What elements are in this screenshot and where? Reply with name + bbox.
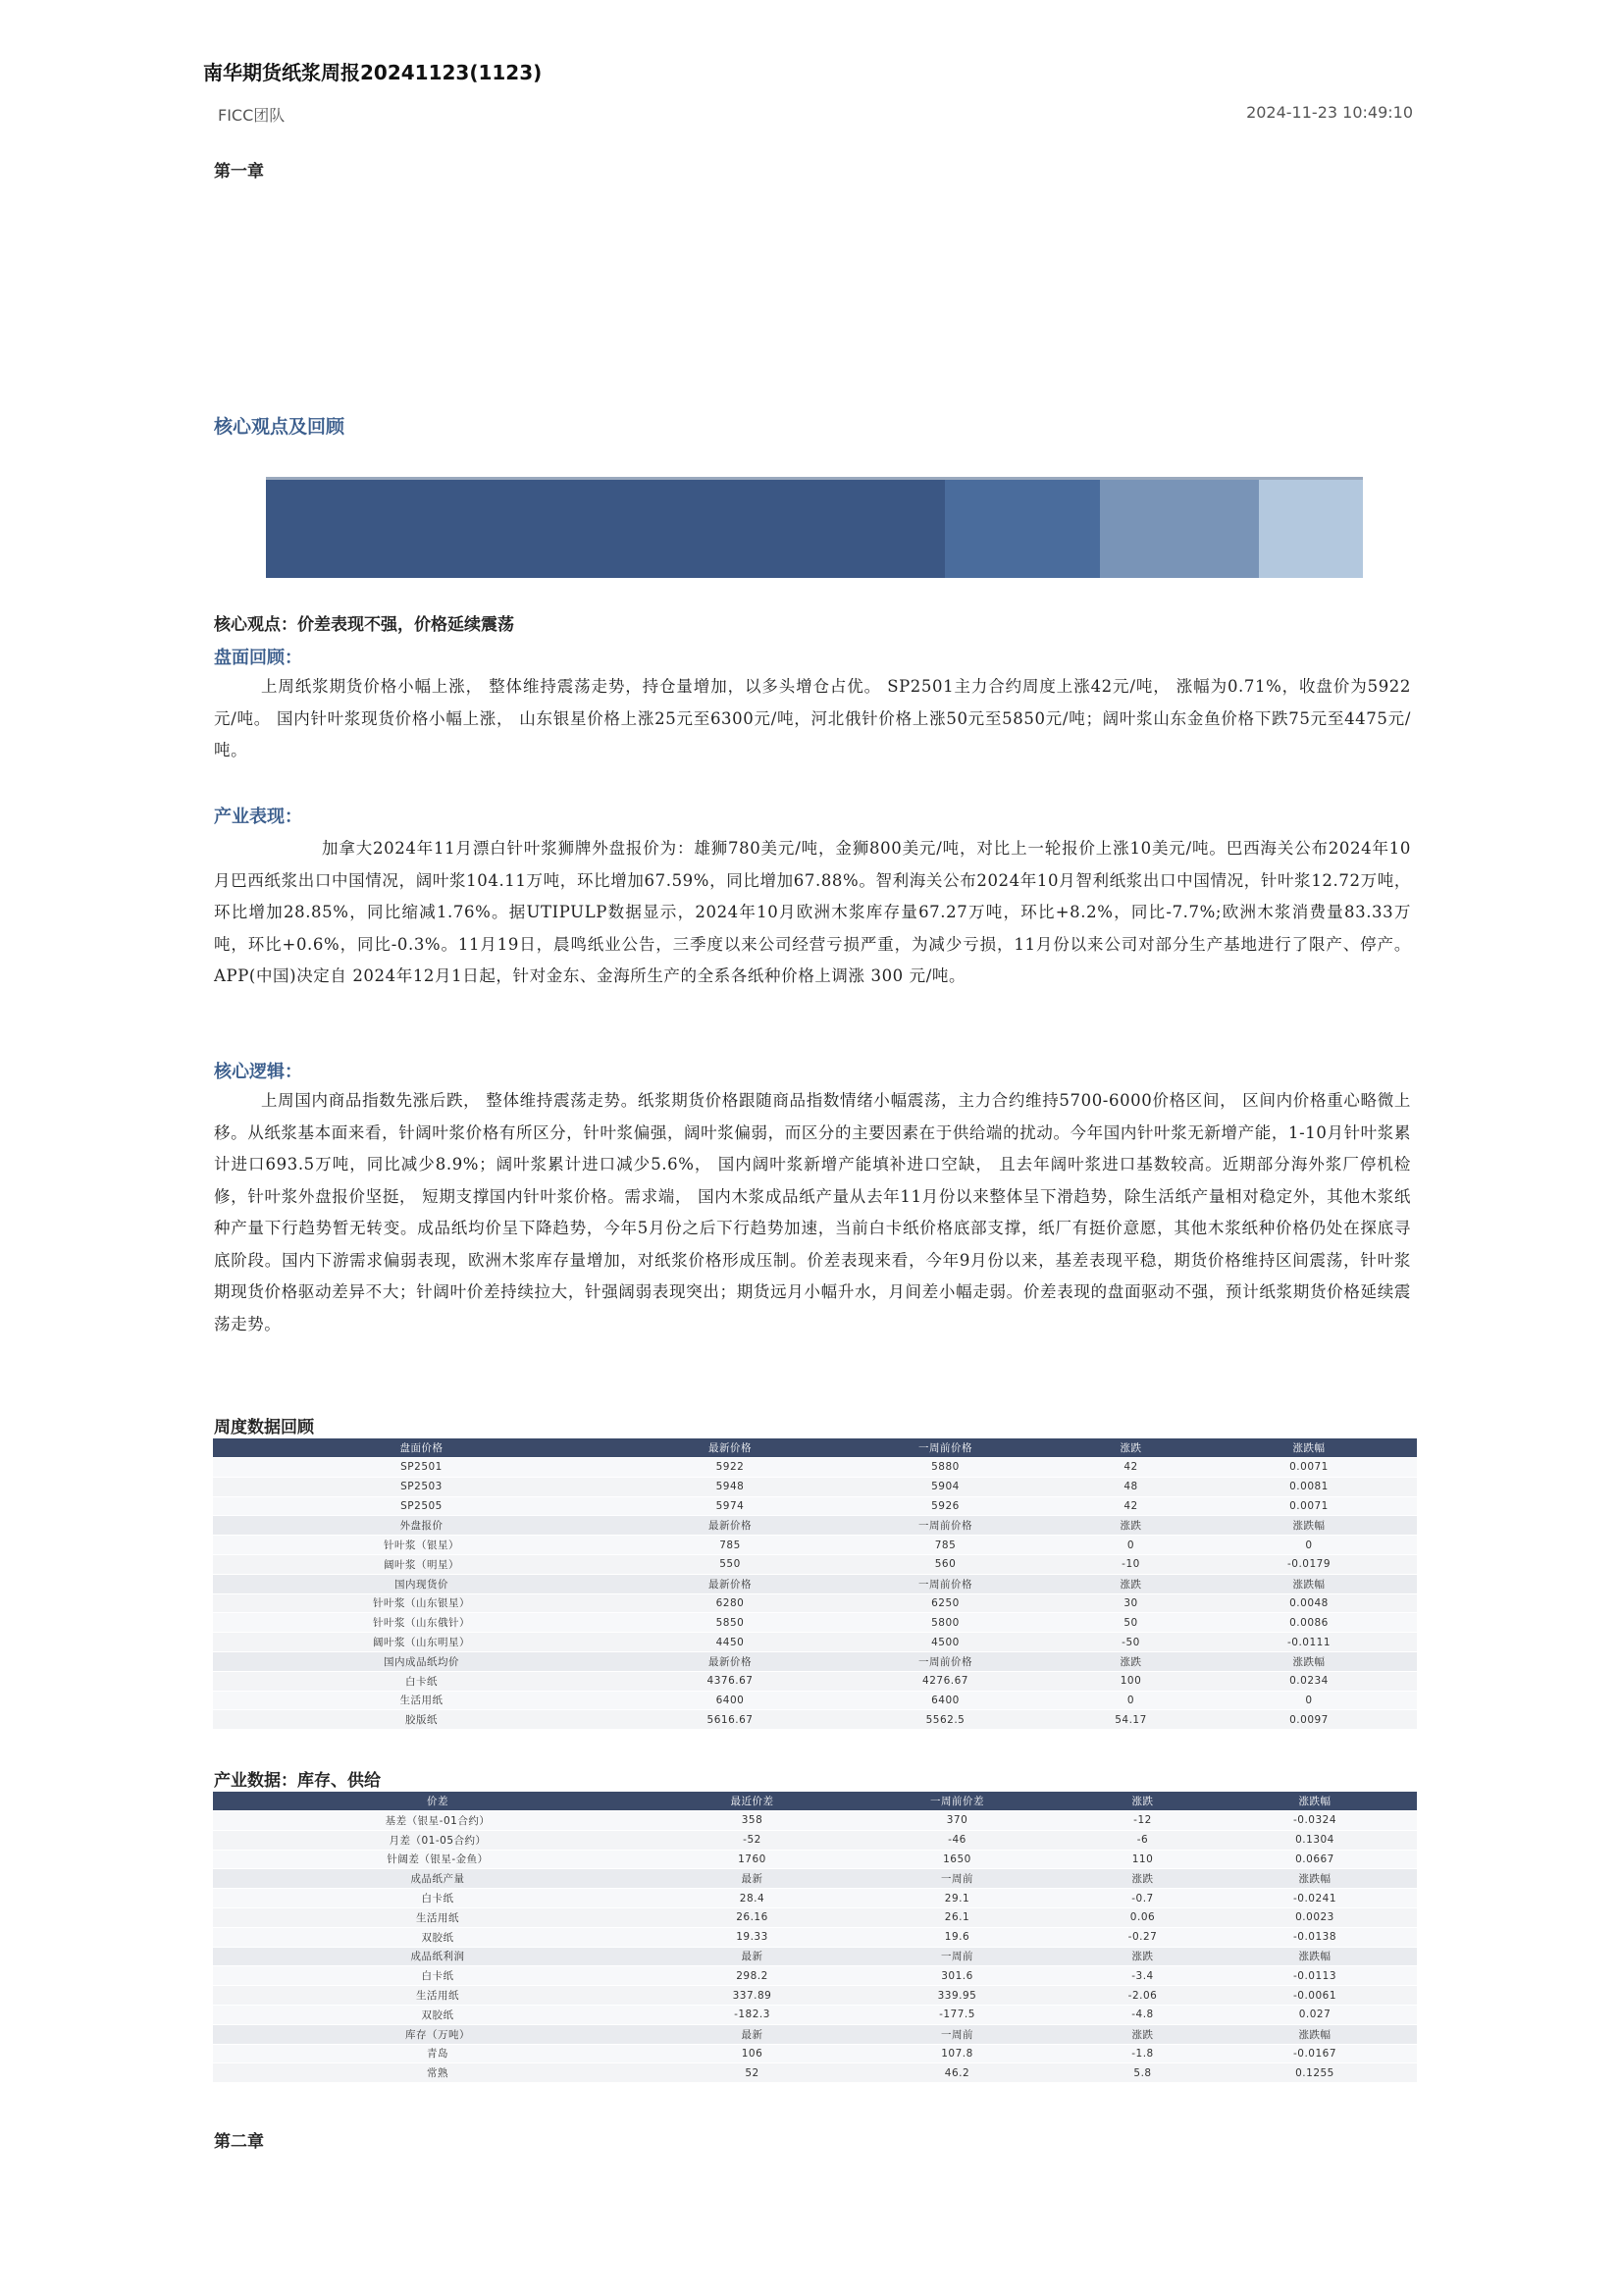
table-subheader-row	[213, 1651, 1417, 1671]
table-subheader-row	[213, 1574, 1417, 1593]
table-cell: -177.5	[842, 2005, 1072, 2024]
table-cell: 4276.67	[830, 1671, 1061, 1691]
table-cell: -6	[1072, 1830, 1213, 1850]
table-cell: 成品纸利润	[213, 1947, 662, 1966]
table-row	[213, 1496, 1417, 1516]
table-row	[213, 1830, 1417, 1850]
table-cell: 19.6	[842, 1927, 1072, 1947]
table-cell: 785	[830, 1536, 1061, 1555]
table-cell: 5948	[630, 1477, 830, 1496]
table-cell: 0.0234	[1201, 1671, 1417, 1691]
table-cell: -1.8	[1072, 2044, 1213, 2063]
table-cell: -182.3	[662, 2005, 842, 2024]
table-row	[213, 1889, 1417, 1908]
table-row	[213, 1554, 1417, 1574]
table-cell: 青岛	[213, 2044, 662, 2063]
table-cell: 5880	[830, 1458, 1061, 1478]
table-cell: 一周前价格	[830, 1651, 1061, 1671]
table-cell: 5616.67	[630, 1710, 830, 1730]
industry-text: 加拿大2024年11月漂白针叶浆狮牌外盘报价为：雄狮780美元/吨，金狮800美元/吨，对比上一轮报价上涨10美元/吨。巴西海关公布2024年10月巴西纸浆出口中国情况，阔叶浆104.11万吨，环比增加67.59%，同比增加67.88%。智利海关公布2024年10月智利纸浆出口中国情况，针叶浆12.72万吨，环比增加28.85%，同比缩减1.76%。据UTIPULP数据显示，2024年10月欧洲木浆库存量67.27万吨，环比+8.2%，同比-7.7%;欧洲木浆消费量83.33万吨，环比+0.6%，同比-0.3%。11月19日，晨鸣纸业公告，三季度以来公司经营亏损严重，为减少亏损，11月份以来公司对部分生产基地进行了限产、停产。APP(中国)决定自 2024年12月1日起，针对金东、金海所生产的全系各纸种价格上调涨 300 元/吨。	[214, 839, 1411, 985]
table-cell: 涨跌幅	[1201, 1651, 1417, 1671]
table-row	[213, 1710, 1417, 1730]
table-cell: 白卡纸	[213, 1889, 662, 1908]
table-cell: 337.89	[662, 1986, 842, 2006]
table-cell: 6250	[830, 1593, 1061, 1613]
table-cell: -0.0113	[1213, 1966, 1417, 1986]
table-cell: 针叶浆（山东俄针）	[213, 1613, 630, 1633]
table-cell: 0.0023	[1213, 1907, 1417, 1927]
table-cell: -0.7	[1072, 1889, 1213, 1908]
core-view-statement: 核心观点：价差表现不强，价格延续震荡	[214, 615, 514, 635]
industry-heading: 产业表现：	[214, 807, 302, 827]
table-cell: 0.0667	[1213, 1850, 1417, 1869]
table-cell: 针阔差（银星-金鱼）	[213, 1850, 662, 1869]
table-cell: -0.0179	[1201, 1554, 1417, 1574]
table-cell: 0	[1061, 1691, 1201, 1710]
table-cell: 107.8	[842, 2044, 1072, 2063]
table-cell: 29.1	[842, 1889, 1072, 1908]
table-row	[213, 1907, 1417, 1927]
table-cell: 5800	[830, 1613, 1061, 1633]
team-name: FICC团队	[218, 106, 286, 125]
table-cell: 0.0048	[1201, 1593, 1417, 1613]
table-subheader-row	[213, 1869, 1417, 1889]
table-cell: 价差	[213, 1792, 662, 1811]
table-cell: 5922	[630, 1458, 830, 1478]
table-cell: 0	[1201, 1691, 1417, 1710]
banner-segment-3	[1100, 480, 1259, 578]
table-cell: 106	[662, 2044, 842, 2063]
table-cell: 涨跌幅	[1213, 1792, 1417, 1811]
document-title: 南华期货纸浆周报20241123(1123)	[203, 61, 543, 84]
table-cell: -0.0061	[1213, 1986, 1417, 2006]
table-cell: 涨跌	[1061, 1574, 1201, 1593]
table-cell: 28.4	[662, 1889, 842, 1908]
industry-data-table	[213, 1792, 1417, 2083]
banner-segment-2	[945, 480, 1100, 578]
table-cell: 5926	[830, 1496, 1061, 1516]
table-row	[213, 1966, 1417, 1986]
table-cell: 阔叶浆（明星）	[213, 1554, 630, 1574]
table-cell: 100	[1061, 1671, 1201, 1691]
table-cell: 涨跌幅	[1213, 1869, 1417, 1889]
table-row	[213, 1593, 1417, 1613]
core-logic-text: 上周国内商品指数先涨后跌， 整体维持震荡走势。纸浆期货价格跟随商品指数情绪小幅震荡，主力合约维持5700-6000价格区间， 区间内价格重心略微上移。从纸浆基本面来看，针阔叶浆价格有所区分，针叶浆偏强，阔叶浆偏弱，而区分的主要因素在于供给端的扰动。今年国内针叶浆无新增产能，1-10月针叶浆累计进口693.5万吨，同比减少8.9%；阔叶浆累计进口减少5.6%， 国内阔叶浆新增产能填补进口空缺， 且去年阔叶浆进口基数较高。近期部分海外浆厂停机检修，针叶浆外盘报价坚挺， 短期支撑国内针叶浆价格。需求端， 国内木浆成品纸产量从去年11月份以来整体呈下滑趋势，除生活纸产量相对稳定外，其他木浆纸种产量下行趋势暂无转变。成品纸均价呈下降趋势，今年5月份之后下行趋势加速，当前白卡纸价格底部支撑，纸厂有挺价意愿，其他木浆纸种价格仍处在探底寻底阶段。国内下游需求偏弱表现，欧洲木浆库存量增加，对纸浆价格形成压制。价差表现来看，今年9月份以来，基差表现平稳，期货价格维持区间震荡，针叶浆期现货价格驱动差异不大；针阔叶价差持续拉大，针强阔弱表现突出；期货远月小幅升水，月间差小幅走弱。价差表现的盘面驱动不强，预计纸浆期货价格延续震荡走势。	[214, 1091, 1411, 1333]
table-cell: 涨跌	[1072, 2024, 1213, 2044]
table-cell: 30	[1061, 1593, 1201, 1613]
table-cell: 双胶纸	[213, 2005, 662, 2024]
table-cell: 48	[1061, 1477, 1201, 1496]
core-section-heading: 核心观点及回顾	[214, 416, 345, 438]
table-cell: 常熟	[213, 2063, 662, 2083]
table-subheader-row	[213, 2024, 1417, 2044]
table-cell: 298.2	[662, 1966, 842, 1986]
industry-data-title: 产业数据：库存、供给	[214, 1771, 381, 1791]
table-cell: -0.27	[1072, 1927, 1213, 1947]
table-cell: 358	[662, 1811, 842, 1831]
table-cell: -2.06	[1072, 1986, 1213, 2006]
table-cell: 0	[1061, 1536, 1201, 1555]
table-cell: 涨跌幅	[1213, 1947, 1417, 1966]
banner-segment-1	[266, 480, 945, 578]
table-cell: 国内现货价	[213, 1574, 630, 1593]
table-cell: 42	[1061, 1496, 1201, 1516]
table-cell: 54.17	[1061, 1710, 1201, 1730]
table-cell: 0.06	[1072, 1907, 1213, 1927]
table-cell: 26.16	[662, 1907, 842, 1927]
core-logic-paragraph	[214, 1085, 1411, 1340]
table-cell: 6400	[630, 1691, 830, 1710]
table-cell: 国内成品纸均价	[213, 1651, 630, 1671]
table-cell: 4376.67	[630, 1671, 830, 1691]
table-header-row	[213, 1792, 1417, 1811]
table-cell: SP2505	[213, 1496, 630, 1516]
table-cell: -0.0324	[1213, 1811, 1417, 1831]
table-cell: 550	[630, 1554, 830, 1574]
decorative-banner	[266, 477, 1363, 578]
banner-segment-4	[1259, 480, 1363, 578]
table-cell: 月差（01-05合约）	[213, 1830, 662, 1850]
table-cell: 涨跌	[1072, 1792, 1213, 1811]
table-cell: 最新价格	[630, 1438, 830, 1458]
table-cell: 最新价格	[630, 1516, 830, 1536]
table-row	[213, 1850, 1417, 1869]
table-cell: 胶版纸	[213, 1710, 630, 1730]
table-cell: 0	[1201, 1536, 1417, 1555]
table-cell: 6400	[830, 1691, 1061, 1710]
table-cell: 生活用纸	[213, 1986, 662, 2006]
table-row	[213, 1458, 1417, 1478]
table-cell: 库存（万吨）	[213, 2024, 662, 2044]
table-cell: -46	[842, 1830, 1072, 1850]
table-cell: 1760	[662, 1850, 842, 1869]
table-cell: 涨跌幅	[1201, 1574, 1417, 1593]
table-subheader-row	[213, 1947, 1417, 1966]
table-cell: 5974	[630, 1496, 830, 1516]
table-cell: 0.1304	[1213, 1830, 1417, 1850]
table-cell: 最新	[662, 1947, 842, 1966]
table-subheader-row	[213, 1516, 1417, 1536]
table-cell: 针叶浆（山东银星）	[213, 1593, 630, 1613]
table-cell: 白卡纸	[213, 1671, 630, 1691]
table-cell: SP2503	[213, 1477, 630, 1496]
table-cell: 最新	[662, 1869, 842, 1889]
table-cell: 301.6	[842, 1966, 1072, 1986]
table-cell: 一周前	[842, 2024, 1072, 2044]
table-cell: 生活用纸	[213, 1691, 630, 1710]
table-cell: 阔叶浆（山东明星）	[213, 1633, 630, 1652]
table-cell: 一周前价格	[830, 1516, 1061, 1536]
publish-datetime: 2024-11-23 10:49:10	[1246, 103, 1413, 122]
table-cell: 双胶纸	[213, 1927, 662, 1947]
table-cell: 26.1	[842, 1907, 1072, 1927]
table-cell: 一周前价格	[830, 1574, 1061, 1593]
table-cell: 0.1255	[1213, 2063, 1417, 2083]
table-cell: 白卡纸	[213, 1966, 662, 1986]
market-review-heading: 盘面回顾：	[214, 648, 302, 668]
table-row	[213, 2044, 1417, 2063]
table-cell: 一周前价格	[830, 1438, 1061, 1458]
table-cell: 50	[1061, 1613, 1201, 1633]
chapter-two-heading: 第二章	[214, 2132, 264, 2152]
table-cell: 外盘报价	[213, 1516, 630, 1536]
table-cell: 46.2	[842, 2063, 1072, 2083]
chapter-one-heading: 第一章	[214, 162, 264, 182]
table-row	[213, 1691, 1417, 1710]
table-cell: 0.0071	[1201, 1496, 1417, 1516]
table-cell: -0.0167	[1213, 2044, 1417, 2063]
table-cell: 涨跌	[1061, 1516, 1201, 1536]
table-cell: 一周前价差	[842, 1792, 1072, 1811]
table-cell: 涨跌幅	[1213, 2024, 1417, 2044]
table-cell: 成品纸产量	[213, 1869, 662, 1889]
table-cell: 涨跌	[1072, 1869, 1213, 1889]
table-cell: 最近价差	[662, 1792, 842, 1811]
table-cell: 6280	[630, 1593, 830, 1613]
table-cell: 涨跌	[1072, 1947, 1213, 1966]
table-cell: -50	[1061, 1633, 1201, 1652]
table-cell: 4450	[630, 1633, 830, 1652]
table-cell: SP2501	[213, 1458, 630, 1478]
table-cell: 涨跌	[1061, 1438, 1201, 1458]
table-cell: 最新价格	[630, 1574, 830, 1593]
table-cell: -4.8	[1072, 2005, 1213, 2024]
table-cell: 一周前	[842, 1869, 1072, 1889]
table-cell: 1650	[842, 1850, 1072, 1869]
table-cell: 0.0071	[1201, 1458, 1417, 1478]
table-cell: 盘面价格	[213, 1438, 630, 1458]
table-row	[213, 1927, 1417, 1947]
weekly-data-title: 周度数据回顾	[214, 1418, 314, 1437]
table-cell: 涨跌幅	[1201, 1438, 1417, 1458]
table-cell: 339.95	[842, 1986, 1072, 2006]
table-cell: 0.0081	[1201, 1477, 1417, 1496]
table-cell: -10	[1061, 1554, 1201, 1574]
table-cell: 370	[842, 1811, 1072, 1831]
table-cell: 生活用纸	[213, 1907, 662, 1927]
table-cell: 涨跌幅	[1201, 1516, 1417, 1536]
table-cell: 最新	[662, 2024, 842, 2044]
table-cell: -0.0138	[1213, 1927, 1417, 1947]
market-review-paragraph	[214, 671, 1411, 767]
table-cell: 4500	[830, 1633, 1061, 1652]
table-cell: 52	[662, 2063, 842, 2083]
table-row	[213, 2063, 1417, 2083]
table-cell: 涨跌	[1061, 1651, 1201, 1671]
table-cell: -12	[1072, 1811, 1213, 1831]
table-row	[213, 1986, 1417, 2006]
table-cell: 110	[1072, 1850, 1213, 1869]
table-cell: 5562.5	[830, 1710, 1061, 1730]
table-cell: 基差（银星-01合约）	[213, 1811, 662, 1831]
table-row	[213, 1536, 1417, 1555]
table-cell: 0.0086	[1201, 1613, 1417, 1633]
table-cell: 最新价格	[630, 1651, 830, 1671]
table-cell: 0.027	[1213, 2005, 1417, 2024]
table-row	[213, 2005, 1417, 2024]
table-cell: -0.0241	[1213, 1889, 1417, 1908]
table-row	[213, 1633, 1417, 1652]
table-cell: 0.0097	[1201, 1710, 1417, 1730]
table-cell: 785	[630, 1536, 830, 1555]
table-cell: 一周前	[842, 1947, 1072, 1966]
table-cell: 针叶浆（银星）	[213, 1536, 630, 1555]
weekly-data-table	[213, 1438, 1417, 1730]
table-cell: 560	[830, 1554, 1061, 1574]
table-cell: 5904	[830, 1477, 1061, 1496]
market-review-text: 上周纸浆期货价格小幅上涨， 整体维持震荡走势，持仓量增加，以多头增仓占优。 SP2501主力合约周度上涨42元/吨， 涨幅为0.71%，收盘价为5922元/吨。 国内针叶浆现货价格小幅上涨， 山东银星价格上涨25元至6300元/吨，河北俄针价格上涨50元至5850元/吨；阔叶浆山东金鱼价格下跌75元至4475元/吨。	[214, 677, 1411, 759]
table-cell: -3.4	[1072, 1966, 1213, 1986]
table-row	[213, 1671, 1417, 1691]
table-row	[213, 1613, 1417, 1633]
table-row	[213, 1477, 1417, 1496]
table-row	[213, 1811, 1417, 1831]
core-logic-heading: 核心逻辑：	[214, 1062, 302, 1082]
table-cell: 42	[1061, 1458, 1201, 1478]
table-cell: 5.8	[1072, 2063, 1213, 2083]
table-header-row	[213, 1438, 1417, 1458]
industry-paragraph	[214, 833, 1411, 993]
table-cell: -52	[662, 1830, 842, 1850]
table-cell: 5850	[630, 1613, 830, 1633]
table-cell: -0.0111	[1201, 1633, 1417, 1652]
table-cell: 19.33	[662, 1927, 842, 1947]
